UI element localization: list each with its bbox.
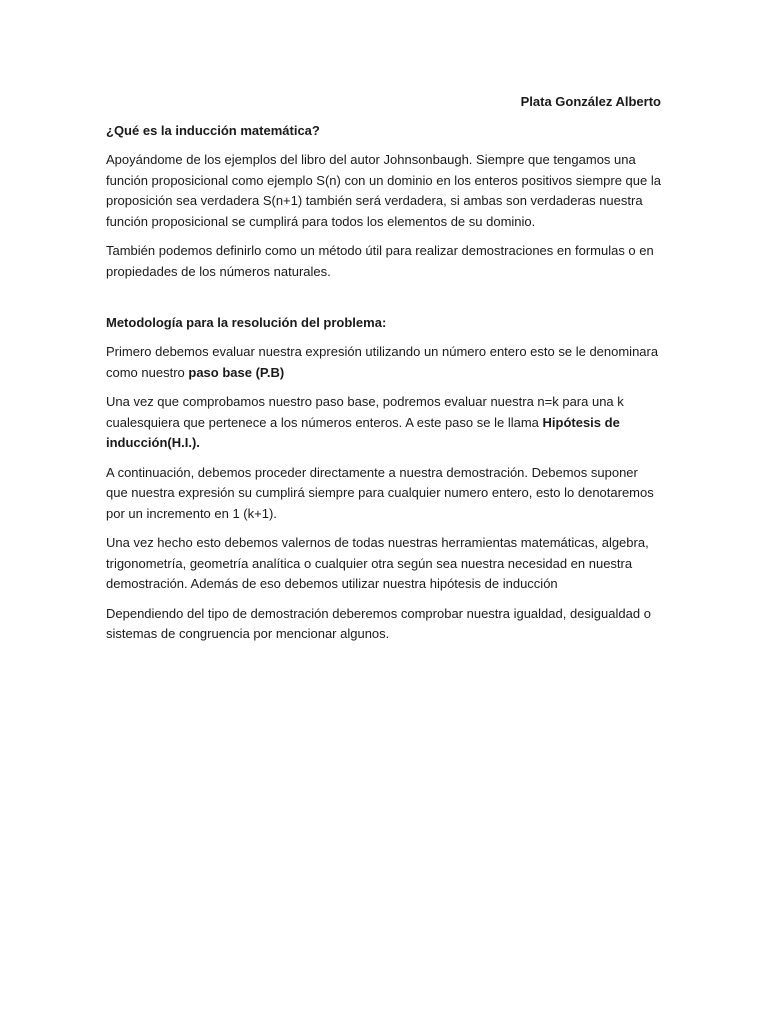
method-paragraph-2-text: Una vez que comprobamos nuestro paso base, podremos evaluar nuestra n=k para una k cualesquiera que pertenece a los números enteros. A este paso se le llama: [106, 394, 624, 430]
method-paragraph-2: [106, 392, 662, 454]
method-paragraph-4: Una vez hecho esto debemos valernos de todas nuestras herramientas matemáticas, algebra, trigonometría, geometría analítica o cualquier otra según sea nuestra necesidad en nuestra demostración. Además de eso debemos utilizar nuestra hipótesis de inducción: [106, 535, 649, 591]
intro-paragraph-1: Apoyándome de los ejemplos del libro del autor Johnsonbaugh. Siempre que tengamos una función proposicional como ejemplo S(n) con un dominio en los enteros positivos siempre que la proposición sea verdadera S(n+1) también será verdadera, si ambas son verdaderas nuestra función proposicional se cumplirá para todos los elementos de su dominio.: [106, 152, 661, 229]
author-name: Plata González Alberto: [520, 94, 661, 109]
section-spacer: [106, 291, 662, 313]
method-paragraph-1: [106, 342, 662, 383]
intro-paragraph-2: También podemos definirlo como un método útil para realizar demostraciones en formulas o en propiedades de los números naturales.: [106, 243, 654, 279]
method-paragraph-3: A continuación, debemos proceder directamente a nuestra demostración. Debemos suponer que nuestra expresión su cumplirá siempre para cualquier numero entero, esto lo denotaremos por un incremento en 1 (k+1).: [106, 464, 654, 521]
method-heading: Metodología para la resolución del problema:: [106, 315, 387, 330]
method-paragraph-1-text: Primero debemos evaluar nuestra expresión utilizando un número entero esto se le denominara como nuestro: [106, 344, 659, 380]
method-paragraph-5: Dependiendo del tipo de demostración deberemos comprobar nuestra igualdad, desigualdad o sistemas de congruencia por mencionar algunos.: [106, 605, 651, 641]
document-title: ¿Qué es la inducción matemática?: [106, 123, 320, 138]
induction-hypothesis-term: Hipótesis de inducción(H.I.).: [106, 414, 620, 450]
base-step-term: paso base (P.B): [188, 364, 285, 380]
